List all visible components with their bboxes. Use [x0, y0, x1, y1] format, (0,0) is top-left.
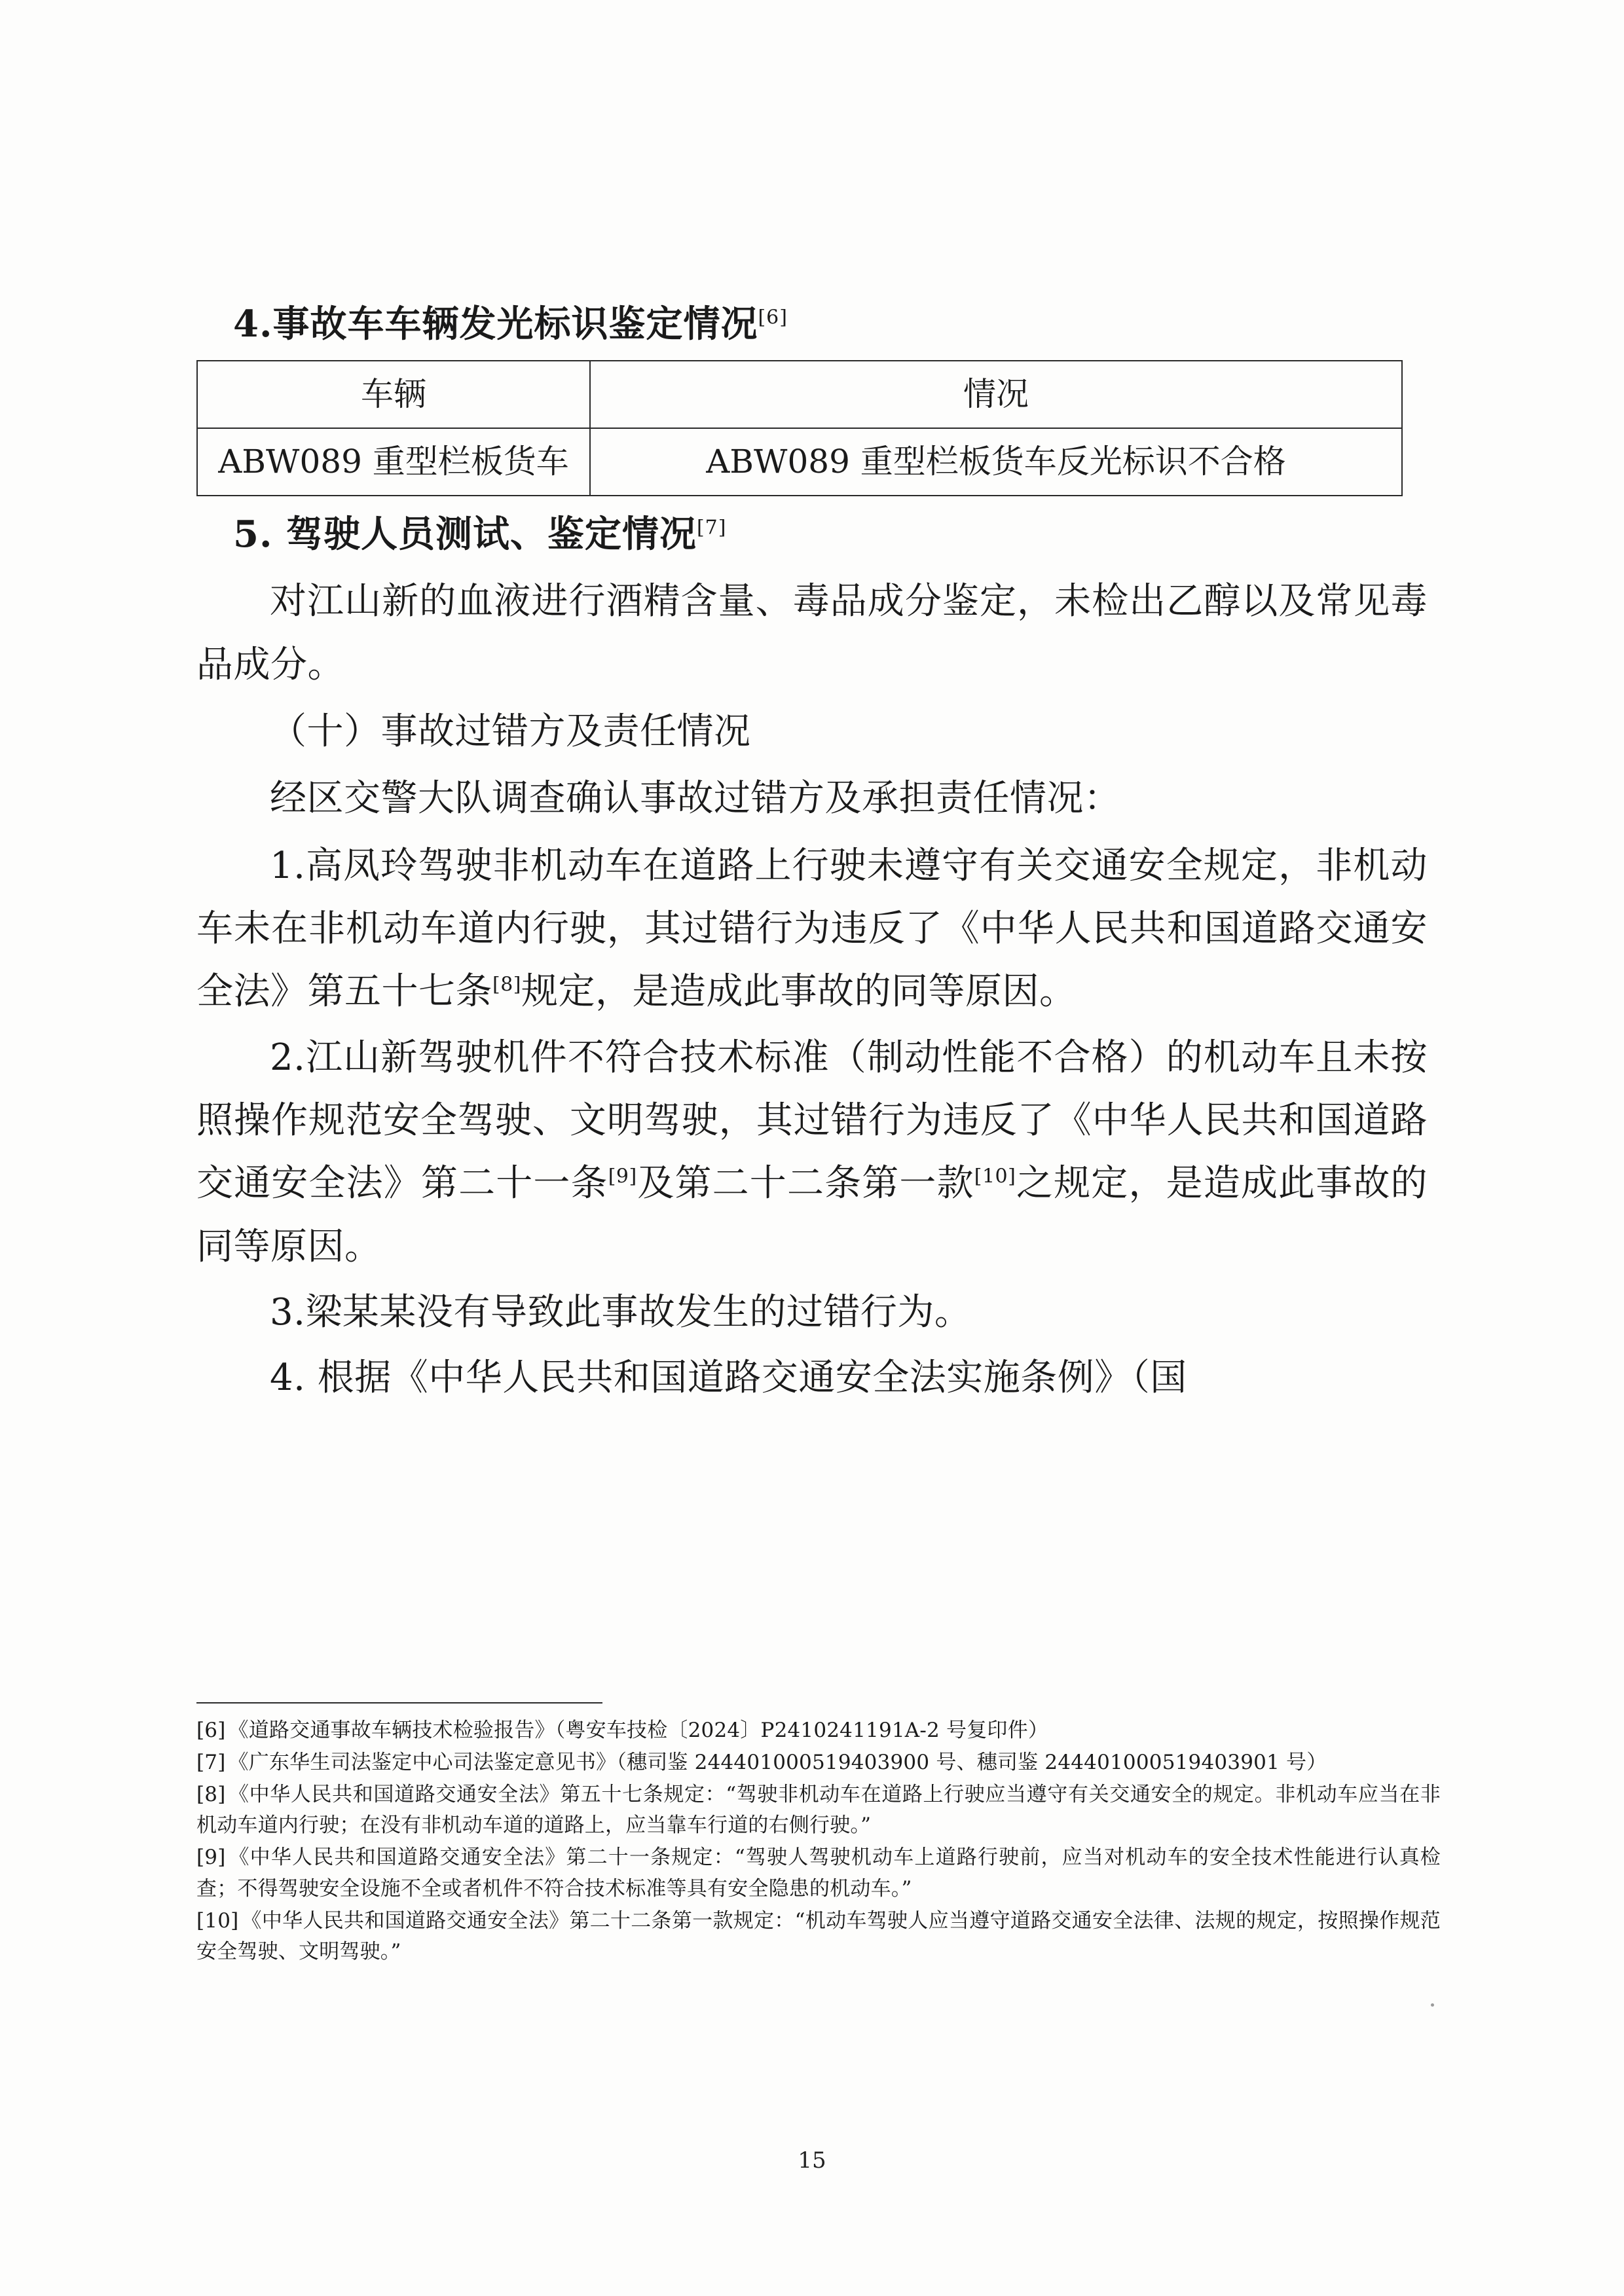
fault-item-2-text-a: 2.江山新驾驶机件不符合技术标准（制动性能不合格）的机动车且未按照操作规范安全驾驶、文明驾驶，其过错行为违反了《中华人民共和国道路交通安全法》第二十一条 [196, 1036, 1428, 1205]
footnote-ref-10: [10] [974, 1165, 1016, 1188]
footnote-9-text: 《中华人民共和国道路交通安全法》第二十一条规定：“驾驶人驾驶机动车上道路行驶前，应当对机动车的安全技术性能进行认真检查；不得驾驶安全设施不全或者机件不符合技术标准等具有安全隐患的机动车。” [196, 1846, 1441, 1901]
table-cell-vehicle: ABW089 重型栏板货车 [197, 428, 590, 496]
footnote-10 [196, 1906, 1441, 1967]
footnote-10-text: 《中华人民共和国道路交通安全法》第二十二条第一款规定：“机动车驾驶人应当遵守道路交通安全法律、法规的规定，按照操作规范安全驾驶、文明驾驶。” [196, 1908, 1441, 1963]
fault-item-2-text-b: 及第二十二条第一款 [637, 1162, 974, 1205]
fault-item-1-text-b: 规定，是造成此事故的同等原因。 [521, 970, 1077, 1013]
fault-item-2 [196, 1027, 1428, 1279]
section-4-heading-text: 4.事故车车辆发光标识鉴定情况 [233, 302, 758, 346]
section-5-heading-text: 5. 驾驶人员测试、鉴定情况 [233, 513, 697, 556]
footnote-ref-9: [9] [608, 1165, 637, 1188]
fault-item-2-text-c: 之规定，是造成此事故的同等原因。 [196, 1162, 1428, 1268]
footnote-8 [196, 1779, 1441, 1841]
table-header-situation: 情况 [590, 361, 1402, 428]
footnote-7-label: [7] [196, 1751, 226, 1775]
table-cell-situation: ABW089 重型栏板货车反光标识不合格 [590, 428, 1402, 496]
vehicle-marking-table [196, 360, 1403, 496]
fault-item-3: 3.梁某某没有导致此事故发生的过错行为。 [270, 1290, 972, 1334]
footnote-6-label: [6] [196, 1719, 226, 1742]
page-number: 15 [798, 2147, 826, 2174]
footnote-divider [196, 1702, 602, 1704]
footnote-9 [196, 1842, 1441, 1904]
table-row [197, 428, 1402, 496]
footnote-ref-8: [8] [492, 973, 521, 996]
table-header-vehicle: 车辆 [197, 361, 590, 428]
footnote-8-label: [8] [196, 1783, 226, 1807]
footnote-6 [196, 1715, 1441, 1746]
footnote-ref-6: [6] [758, 306, 788, 329]
section-4-heading [196, 298, 1428, 351]
section-10-lead: 经区交警大队调查确认事故过错方及承担责任情况： [270, 777, 1121, 820]
section-10-heading: （十）事故过错方及责任情况 [270, 710, 751, 753]
footnote-9-label: [9] [196, 1846, 226, 1870]
fault-item-1-text-a: 1.高凤玲驾驶非机动车在道路上行驶未遵守有关交通安全规定，非机动车未在非机动车道内行驶，其过错行为违反了《中华人民共和国道路交通安全法》第五十七条 [196, 844, 1428, 1013]
page-content [196, 298, 1428, 1412]
footnote-7 [196, 1747, 1441, 1778]
footnote-7-text: 《广东华生司法鉴定中心司法鉴定意见书》（穗司鉴 244401000519403900 号、穗司鉴 244401000519403901 号） [228, 1751, 1327, 1775]
table-header-row [197, 361, 1402, 428]
footnote-ref-7: [7] [696, 516, 727, 539]
fault-item-1 [196, 835, 1428, 1024]
section-5-heading [196, 508, 1428, 561]
footnotes-block [196, 1702, 1441, 1969]
fault-item-4: 4. 根据《中华人民共和国道路交通安全法实施条例》（国 [270, 1357, 1187, 1400]
footnote-6-text: 《道路交通事故车辆技术检验报告》（粤安车技检〔2024〕P2410241191A-2 号复印件） [228, 1719, 1049, 1742]
footnote-8-text: 《中华人民共和国道路交通安全法》第五十七条规定：“驾驶非机动车在道路上行驶应当遵守有关交通安全的规定。非机动车应当在非机动车道内行驶；在没有非机动车道的道路上，应当靠车行道的右侧行驶。” [196, 1783, 1441, 1838]
vehicle-marking-table-wrapper [196, 360, 1428, 496]
footnote-10-label: [10] [196, 1908, 239, 1933]
scan-artifact [1431, 2003, 1434, 2007]
section-5-paragraph: 对江山新的血液进行酒精含量、毒品成分鉴定，未检出乙醇以及常见毒品成分。 [196, 580, 1428, 686]
